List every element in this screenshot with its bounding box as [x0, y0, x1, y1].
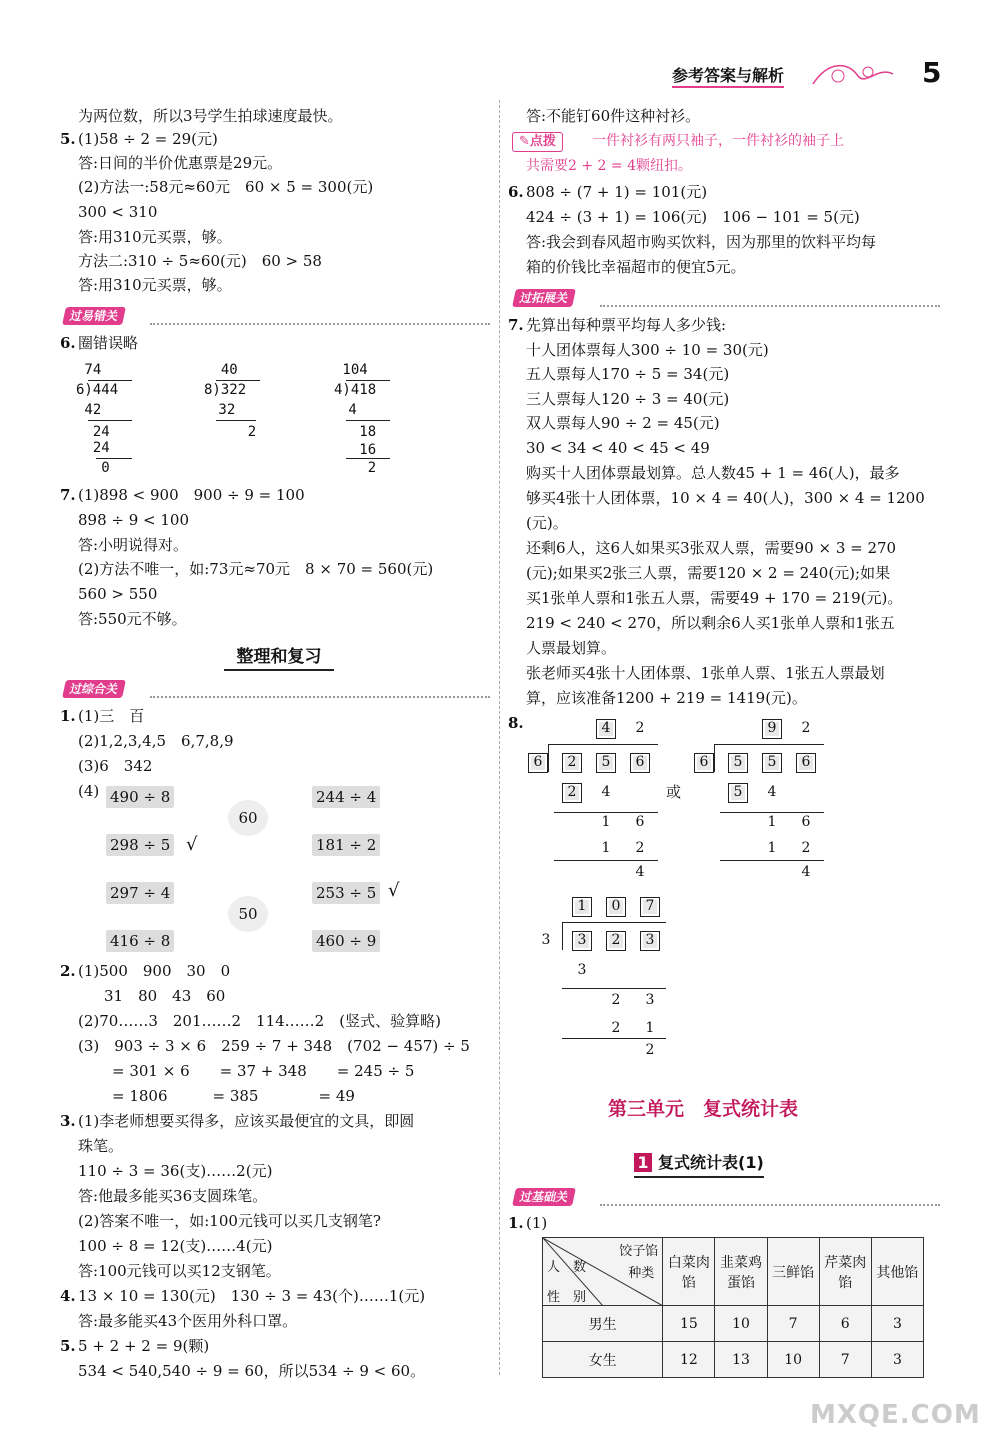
digit: 1: [645, 1020, 655, 1036]
section-badge: 过拓展关: [512, 289, 576, 307]
long-division-1: [526, 712, 666, 882]
dotted-divider: [600, 305, 940, 307]
division-line: [346, 380, 390, 381]
pencil-icon: ✎: [519, 134, 530, 149]
dotted-divider: [150, 323, 490, 325]
division-dividend: 4)418: [334, 382, 377, 398]
digit: 4: [601, 784, 611, 800]
digit: 4: [767, 784, 777, 800]
table-header-corner: [543, 1238, 663, 1306]
digit-box: 6: [796, 753, 816, 773]
question-number: 6.: [60, 334, 76, 352]
question-number: 2.: [60, 962, 76, 980]
text-line: 答:用310元买票，够。: [78, 276, 232, 294]
text-line: 898 ÷ 9 < 100: [78, 511, 190, 529]
column-divider: [499, 100, 500, 1375]
section-title: 整理和复习: [224, 642, 334, 671]
text-line: 答:小明说得对。: [78, 536, 189, 554]
text-line: 300 < 310: [78, 203, 158, 221]
division-remainder: 2: [214, 424, 257, 440]
question-number: 7.: [508, 316, 524, 334]
digit-box: 2: [562, 783, 582, 803]
lesson-title: [634, 1150, 764, 1178]
digit: 2: [645, 1042, 655, 1058]
header-ornament: [808, 56, 898, 92]
text-line: (元)。: [526, 514, 568, 532]
text-line: (2)1,2,3,4,5 6,7,8,9: [78, 732, 234, 750]
division-line: [88, 420, 132, 421]
text-line: (1)三 百: [78, 707, 145, 725]
check-mark: √: [388, 880, 400, 901]
text-line: 五人票每人170 ÷ 5 = 34(元): [526, 365, 730, 383]
text-line: 答:100元钱可以买12支钢笔。: [78, 1262, 281, 1280]
digit: 2: [801, 720, 811, 736]
division-quotient: 104: [334, 362, 368, 378]
tip-label-text: 点拨: [529, 134, 556, 149]
text-line: 110 ÷ 3 = 36(支)……2(元): [78, 1162, 273, 1180]
text-line: (元);如果买2张三人票，需要120 × 2 = 240(元);如果: [526, 564, 891, 582]
column-header: 白菜肉馅: [663, 1238, 715, 1306]
text-line: (1)898 < 900 900 ÷ 9 = 100: [78, 486, 305, 504]
section-badge: 过综合关: [62, 680, 126, 698]
text-line: 560 > 550: [78, 585, 158, 603]
text-line: 算，应该准备1200 + 219 = 1419(元)。: [526, 689, 807, 707]
text-line: 方法二:310 ÷ 5≈60(元) 60 > 58: [78, 252, 322, 270]
question-number: 4.: [60, 1287, 76, 1305]
header-kind: 种类: [628, 1266, 655, 1281]
digit-box: 5: [728, 783, 748, 803]
long-division-3: [536, 890, 676, 1065]
text-line: (4): [78, 782, 100, 800]
text-line: 答:他最多能买36支圆珠笔。: [78, 1187, 268, 1205]
text-line: 箱的价钱比幸福超市的便宜5元。: [526, 258, 746, 276]
column-header: 芹菜肉馅: [819, 1238, 871, 1306]
table-row: [543, 1306, 924, 1342]
text-line: 先算出每种票平均每人多少钱:: [526, 316, 727, 334]
digit-box: 1: [572, 897, 592, 917]
table-cell: 15: [663, 1306, 715, 1342]
text-line: 张老师买4张十人团体票、1张单人票、1张五人票最划: [526, 664, 885, 682]
text-line: (1)58 ÷ 2 = 29(元): [78, 130, 218, 148]
watermark: MXQE.COM: [810, 1400, 981, 1430]
tip-text: 一件衬衫有两只袖子，一件衬衫的袖子上: [592, 133, 844, 149]
header-top: 饺子馅: [619, 1244, 659, 1259]
division-dividend: 6)444: [76, 382, 119, 398]
digit: 1: [601, 840, 611, 856]
text-line: 30 < 34 < 40 < 45 < 49: [526, 439, 710, 457]
question-number: 1.: [508, 1214, 524, 1232]
column-header: 三鲜馅: [767, 1238, 819, 1306]
text-line: 答:不能钉60件这种衬衫。: [526, 107, 701, 125]
table-cell: 12: [663, 1342, 715, 1378]
text-line: 534 < 540,540 ÷ 9 = 60，所以534 ÷ 9 < 60。: [78, 1362, 426, 1380]
division-step: 24: [76, 440, 110, 456]
digit-box: 4: [596, 719, 616, 739]
dotted-divider: [600, 1204, 940, 1206]
or-text: 或: [666, 783, 682, 801]
digit-box: 2: [606, 931, 626, 951]
text-line: (1): [526, 1214, 548, 1232]
text-line: 答:550元不够。: [78, 610, 187, 628]
digit-box: 6: [630, 753, 650, 773]
division-step: 18: [334, 424, 377, 440]
digit-box: 3: [640, 931, 660, 951]
division-remainder: 0: [76, 460, 110, 476]
table-cell: 7: [767, 1306, 819, 1342]
digit-box: 5: [728, 753, 748, 773]
text-line: (1)李老师想要买得多，应该买最便宜的文具，即圆: [78, 1112, 415, 1130]
expression-card: 297 ÷ 4: [106, 882, 174, 904]
division-step: 24: [76, 424, 110, 440]
expression-card: 253 ÷ 5: [312, 882, 380, 904]
division-remainder: 2: [334, 460, 377, 476]
lesson-name: 复式统计表(1): [658, 1153, 764, 1172]
digit: 1: [601, 814, 611, 830]
division-line: [216, 420, 256, 421]
digit: 2: [635, 720, 645, 736]
row-label: 女生: [543, 1342, 663, 1378]
expression-card: 416 ÷ 8: [106, 930, 174, 952]
answer-circle: 50: [228, 896, 268, 932]
digit-box: 7: [640, 897, 660, 917]
answer-circle: 60: [228, 800, 268, 836]
text-line: 够买4张十人团体票，10 × 4 = 40(人)，300 × 4 = 1200: [526, 489, 925, 507]
row-label: 男生: [543, 1306, 663, 1342]
division-quotient: 40: [204, 362, 238, 378]
text-line: 珠笔。: [78, 1137, 124, 1155]
division-step: 4: [340, 402, 357, 418]
question-number: 6.: [508, 183, 524, 201]
digit: 2: [801, 840, 811, 856]
text-line: (3) 903 ÷ 3 × 6 259 ÷ 7 + 348 (702 − 457) ÷ 5: [78, 1037, 470, 1055]
digit-box: 6: [528, 753, 548, 773]
text-line: = 301 × 6 = 37 + 348 = 245 ÷ 5: [112, 1062, 415, 1080]
question-number: 1.: [60, 707, 76, 725]
text-line: 三人票每人120 ÷ 3 = 40(元): [526, 390, 730, 408]
digit-box: 9: [762, 719, 782, 739]
digit: 2: [635, 840, 645, 856]
text-line: 31 80 43 60: [104, 987, 226, 1005]
text-line: (2)方法不唯一，如:73元≈70元 8 × 70 = 560(元): [78, 560, 434, 578]
digit-box: 0: [606, 897, 626, 917]
digit: 3: [541, 932, 551, 948]
text-line: 圈错误略: [78, 334, 139, 352]
text-line: 答:最多能买43个医用外科口罩。: [78, 1312, 298, 1330]
digit-box: 2: [562, 753, 582, 773]
text-line: 答:我会到春风超市购买饮料，因为那里的饮料平均每: [526, 233, 877, 251]
text-line: 答:用310元买票，够。: [78, 228, 232, 246]
table-cell: 3: [871, 1342, 923, 1378]
text-line: 双人票每人90 ÷ 2 = 45(元): [526, 414, 720, 432]
digit-box: 6: [694, 753, 714, 773]
text-line: (1)500 900 30 0: [78, 962, 231, 980]
text-line: = 1806 = 385 = 49: [112, 1087, 355, 1105]
text-line: (2)70……3 201……2 114……2 (竖式、验算略): [78, 1012, 441, 1030]
text-line: 购买十人团体票最划算。总人数45 + 1 = 46(人)，最多: [526, 464, 900, 482]
digit: 6: [635, 814, 645, 830]
section-badge: 过易错关: [62, 307, 126, 325]
question-number: 8.: [508, 714, 524, 732]
table-cell: 10: [767, 1342, 819, 1378]
table-cell: 7: [819, 1342, 871, 1378]
tip-label: [512, 132, 563, 152]
expression-card: 181 ÷ 2: [312, 834, 380, 856]
digit: 2: [611, 1020, 621, 1036]
column-header: 韭菜鸡蛋馅: [715, 1238, 767, 1306]
digit: 1: [767, 840, 777, 856]
tip-text: 共需要2 + 2 = 4颗纽扣。: [526, 158, 692, 174]
dotted-divider: [150, 696, 490, 698]
text-line: (3)6 342: [78, 757, 153, 775]
digit: 4: [635, 864, 645, 880]
lesson-number: 1: [634, 1153, 652, 1172]
header-sex: 性 别: [547, 1290, 587, 1305]
expression-card: 244 ÷ 4: [312, 786, 380, 808]
text-line: 人票最划算。: [526, 639, 617, 657]
digit-box: 5: [762, 753, 782, 773]
digit: 3: [645, 992, 655, 1008]
digit-box: 3: [572, 931, 592, 951]
text-line: (2)方法一:58元≈60元 60 × 5 = 300(元): [78, 178, 374, 196]
table-cell: 13: [715, 1342, 767, 1378]
check-mark: √: [186, 834, 198, 855]
column-header: 其他馅: [871, 1238, 923, 1306]
header-num: 人 数: [547, 1260, 587, 1275]
division-step: 32: [210, 402, 236, 418]
header-title: 参考答案与解析: [672, 63, 784, 88]
stats-table: [542, 1237, 924, 1378]
text-line: 十人团体票每人300 ÷ 10 = 30(元): [526, 341, 769, 359]
text-line: 还剩6人，这6人如果买3张双人票，需要90 × 3 = 270: [526, 539, 897, 557]
division-quotient: 74: [76, 362, 102, 378]
digit: 3: [577, 962, 587, 978]
expression-card: 490 ÷ 8: [106, 786, 174, 808]
text-line: 买1张单人票和1张五人票，需要49 + 170 = 219(元)。: [526, 589, 903, 607]
table-cell: 3: [871, 1306, 923, 1342]
page-number: 5: [922, 56, 942, 89]
digit: 1: [767, 814, 777, 830]
question-number: 5.: [60, 1337, 76, 1355]
division-step: 16: [334, 442, 377, 458]
text-line: 5 + 2 + 2 = 9(颗): [78, 1337, 210, 1355]
question-number: 7.: [60, 486, 76, 504]
long-division-2: [692, 712, 832, 882]
table-cell: 10: [715, 1306, 767, 1342]
division-line: [346, 420, 390, 421]
digit: 2: [611, 992, 621, 1008]
table-row: [543, 1342, 924, 1378]
question-number: 5.: [60, 130, 76, 148]
text-line: (2)答案不唯一，如:100元钱可以买几支钢笔?: [78, 1212, 381, 1230]
text-line: 答:日间的半价优惠票是29元。: [78, 154, 283, 172]
division-line: [88, 380, 132, 381]
section-badge: 过基础关: [512, 1188, 576, 1206]
text-line: 219 < 240 < 270，所以剩余6人买1张单人票和1张五: [526, 614, 895, 632]
division-line: [216, 380, 260, 381]
table-cell: 6: [819, 1306, 871, 1342]
text-line: 424 ÷ (3 + 1) = 106(元) 106 − 101 = 5(元): [526, 208, 860, 226]
text-line: 808 ÷ (7 + 1) = 101(元): [526, 183, 708, 201]
text-line: 100 ÷ 8 = 12(支)……4(元): [78, 1237, 273, 1255]
division-step: 42: [76, 402, 102, 418]
expression-card: 298 ÷ 5: [106, 834, 174, 856]
digit-box: 5: [596, 753, 616, 773]
text-line: 13 × 10 = 130(元) 130 ÷ 3 = 43(个)……1(元): [78, 1287, 426, 1305]
expression-card: 460 ÷ 9: [312, 930, 380, 952]
unit-title: 第三单元 复式统计表: [608, 1098, 799, 1120]
division-dividend: 8)322: [204, 382, 247, 398]
digit: 6: [801, 814, 811, 830]
question-number: 3.: [60, 1112, 76, 1130]
text-line: 为两位数，所以3号学生拍球速度最快。: [78, 107, 343, 125]
digit: 4: [801, 864, 811, 880]
